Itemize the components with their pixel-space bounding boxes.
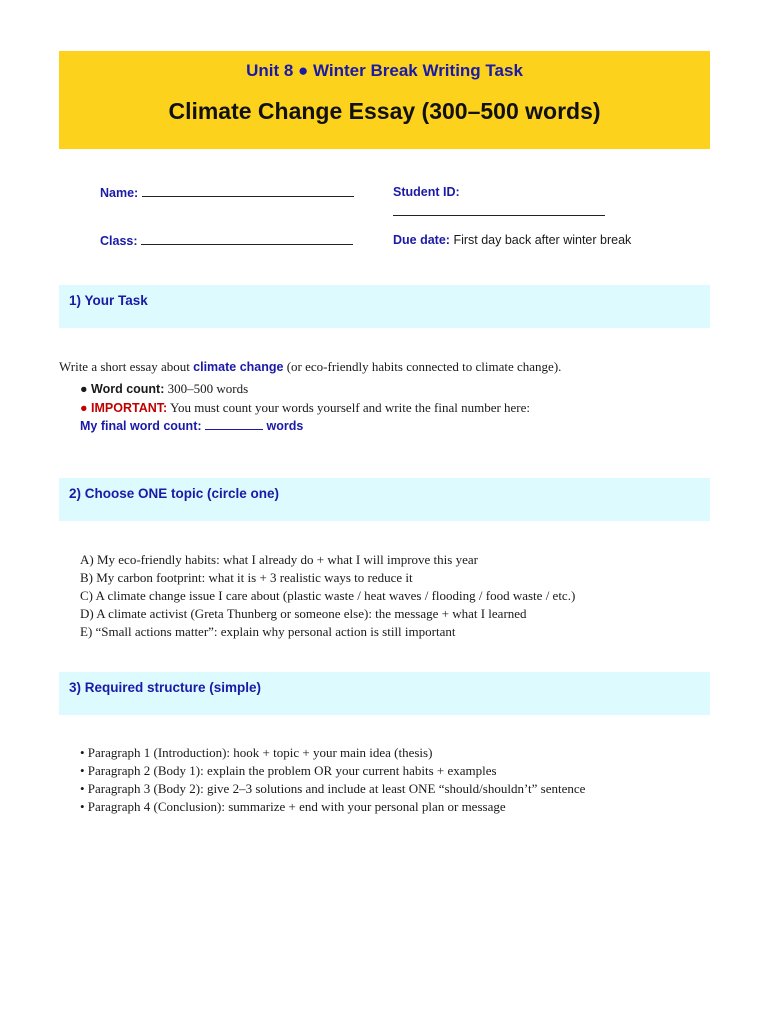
final-word-count-field[interactable] [80,418,303,433]
topic-option-b[interactable]: B) My carbon footprint: what it is + 3 realistic ways to reduce it [80,570,413,585]
structure-item: • Paragraph 2 (Body 1): explain the problem OR your current habits + examples [80,763,497,778]
section-your-task [59,285,710,328]
section-required-structure [59,672,710,715]
topic-option-d[interactable]: D) A climate activist (Greta Thunberg or someone else): the message + what I learned [80,606,527,621]
name-field[interactable] [100,185,354,200]
unit-heading: Unit 8 ● Winter Break Writing Task [246,61,523,80]
section-choose-topic [59,478,710,521]
topic-option-e[interactable]: E) “Small actions matter”: explain why personal action is still important [80,624,456,639]
final-word-count-label: My final word count: [80,419,202,433]
name-blank-line[interactable] [142,185,354,197]
final-word-count-blank[interactable] [205,418,263,430]
section-heading: 2) Choose ONE topic (circle one) [69,486,280,501]
task-intro-highlight: climate change [193,360,284,374]
section-heading: 3) Required structure (simple) [69,680,262,695]
class-field[interactable] [100,233,353,248]
word-count-line [80,381,248,397]
due-date-value: First day back after winter break [453,233,632,247]
student-id-label: Student ID: [393,185,460,199]
due-date-label: Due date: [393,233,450,247]
class-blank-line[interactable] [141,233,353,245]
class-label: Class: [100,234,138,248]
structure-item: • Paragraph 3 (Body 2): give 2–3 solutions and include at least ONE “should/shouldn’t” sentence [80,781,586,796]
page-title: Climate Change Essay (300–500 words) [168,98,601,124]
section-heading: 1) Your Task [69,293,148,308]
important-text: You must count your words yourself and write the final number here: [167,400,531,415]
task-intro [59,359,561,375]
final-word-count-suffix: words [266,419,304,433]
word-count-value: 300–500 words [164,381,249,396]
task-intro-before: Write a short essay about [59,359,194,374]
important-line [80,400,530,416]
due-date-field [393,233,631,247]
structure-item: • Paragraph 1 (Introduction): hook + topic + your main idea (thesis) [80,745,433,760]
student-id-blank[interactable] [393,204,605,219]
student-id-field[interactable] [393,185,460,199]
word-count-label: ● Word count: [80,382,165,396]
topic-option-a[interactable]: A) My eco-friendly habits: what I already do + what I will improve this year [80,552,478,567]
structure-item: • Paragraph 4 (Conclusion): summarize + end with your personal plan or message [80,799,506,814]
topic-option-c[interactable]: C) A climate change issue I care about (plastic waste / heat waves / flooding / food waste / etc.) [80,588,576,603]
student-id-blank-line[interactable] [393,204,605,216]
task-intro-after: (or eco-friendly habits connected to climate change). [283,359,562,374]
important-label: ● IMPORTANT: [80,401,168,415]
name-label: Name: [100,186,139,200]
title-banner [59,51,710,149]
